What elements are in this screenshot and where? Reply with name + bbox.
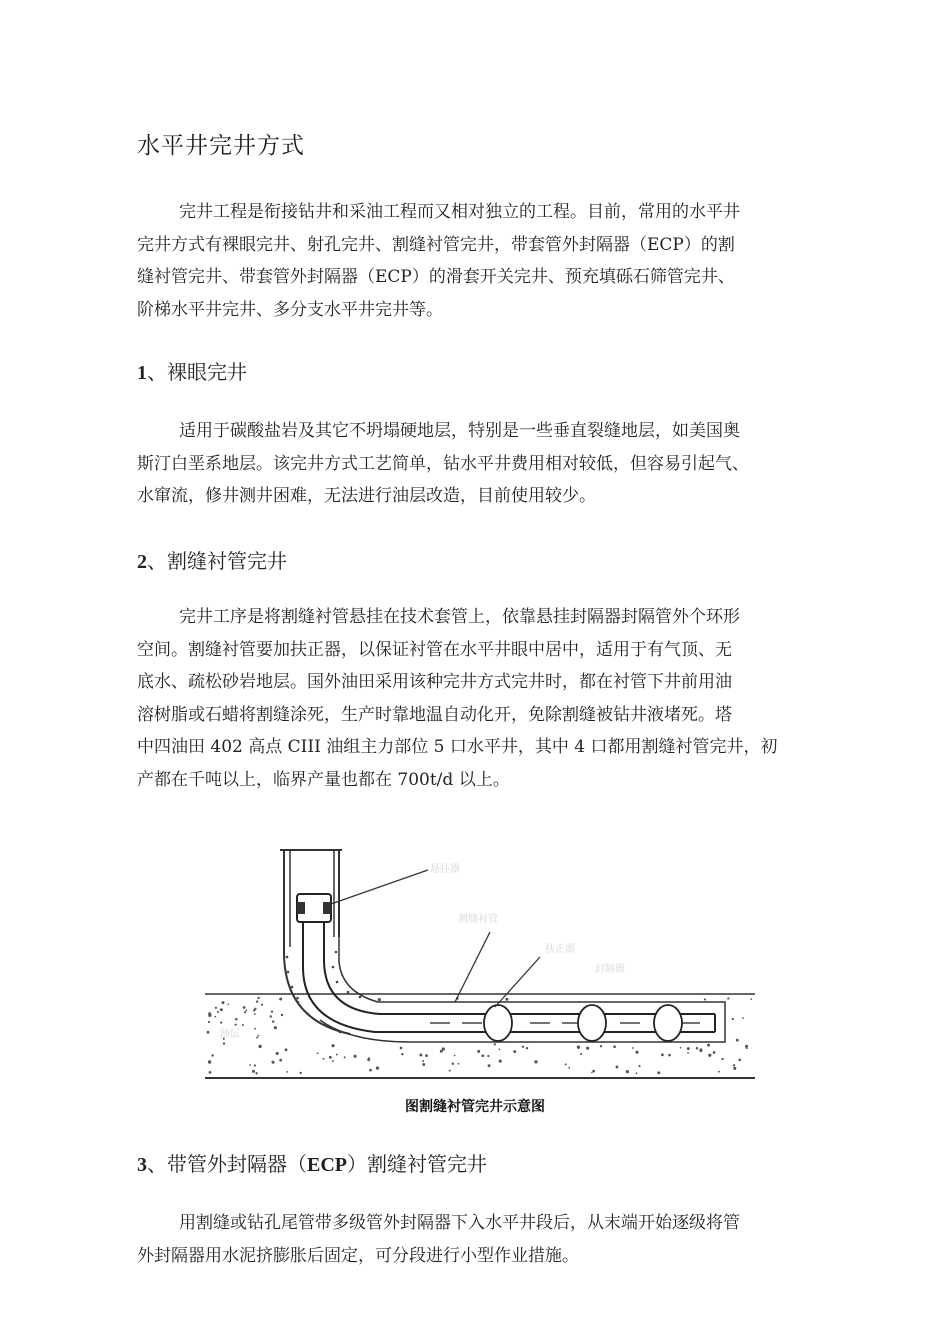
formation-dot [733, 1064, 735, 1066]
formation-dot [378, 998, 381, 1001]
formation-dot [600, 1045, 602, 1047]
formation-dot [713, 1051, 716, 1054]
formation-dot [296, 997, 299, 1000]
formation-dot [279, 1059, 282, 1062]
formation-dot [257, 997, 259, 999]
formation-dot [208, 1060, 211, 1063]
formation-dot [687, 1047, 690, 1050]
formation-dot [369, 1069, 372, 1072]
formation-dot [699, 1049, 702, 1052]
formation-dot [657, 1071, 660, 1074]
formation-dot [586, 1047, 589, 1050]
formation-dot [616, 1065, 619, 1068]
formation-dot [256, 1000, 258, 1002]
formation-dot [452, 1063, 454, 1065]
formation-dot [271, 1061, 274, 1064]
section-1-paragraph [137, 415, 827, 513]
formation-dot [286, 1071, 288, 1073]
formation-dot [217, 1011, 219, 1013]
formation-dot [736, 1039, 739, 1042]
formation-dot [632, 1047, 634, 1049]
formation-dot [317, 1052, 319, 1054]
paragraph-line: 完井工序是将割缝衬管悬挂在技术套管上，依靠悬挂封隔器封隔管外个环形 [179, 607, 740, 627]
formation-dot [254, 1008, 256, 1010]
formation-dot [487, 1055, 489, 1057]
formation-dot [742, 1017, 744, 1019]
formation-dot [732, 1018, 734, 1020]
formation-dot [499, 1049, 501, 1051]
formation-dot [252, 1070, 255, 1073]
formation-dot [207, 1031, 210, 1034]
formation-dot [246, 1009, 248, 1011]
formation-dot [707, 1044, 710, 1047]
formation-dot [336, 1054, 338, 1056]
formation-dot [449, 1070, 451, 1072]
formation-dot [208, 1014, 211, 1017]
formation-dot [376, 1066, 379, 1069]
formation-dot [750, 998, 752, 1000]
formation-dot [488, 1064, 491, 1067]
formation-dot [258, 1045, 261, 1048]
formation-dot [419, 1054, 422, 1057]
formation-dot [208, 1021, 210, 1023]
formation-dot [220, 1021, 222, 1023]
formation-dot [638, 1065, 640, 1067]
formation-dot [272, 1020, 274, 1022]
centralizers [484, 1005, 682, 1041]
formation-dot [425, 1054, 428, 1057]
paragraph-line: 产都在千吨以上，临界产量也都在 700t/d 以上。 [137, 769, 510, 790]
formation-dot [209, 1071, 212, 1074]
formation-dot [214, 1016, 216, 1018]
formation-dot [592, 1070, 595, 1073]
intro-line: 缝衬管完井、带套管外封隔器（ECP）的滑套开关完井、预充填砾石筛管完井、 [137, 267, 735, 287]
formation-dot [661, 1053, 664, 1056]
formation-dot [626, 1070, 629, 1073]
section-2-heading: 2、割缝衬管完井 [137, 549, 287, 573]
formation-dot [274, 1026, 277, 1029]
paragraph-line: 空间。割缝衬管要加扶正器，以保证衬管在水平井眼中居中，适用于有气顶、无 [137, 639, 732, 660]
formation-dot [281, 1014, 283, 1016]
formation-dot [721, 1058, 723, 1060]
formation-dot [332, 1044, 335, 1047]
formation-dot [244, 1011, 246, 1013]
formation-dot [243, 1006, 246, 1009]
formation-dot [718, 1071, 720, 1073]
section-number: 2 [137, 551, 147, 573]
formation-dot [727, 997, 729, 999]
paragraph-line: 底水、疏松砂岩地层。国外油田采用该种完井方式完井时，都在衬管下井前用油 [137, 672, 732, 692]
formation-dot [704, 998, 706, 1000]
intro-line: 完井方式有裸眼完井、射孔完井、割缝衬管完井，带套管外封隔器（ECP）的割 [137, 234, 735, 255]
figure-caption: 图割缝衬管完井示意图 [405, 1099, 545, 1115]
paragraph-line: 斯汀白垩系地层。该完井方式工艺简单，钻水平井费用相对较低，但容易引起气、 [137, 453, 749, 474]
formation-dot [235, 1024, 237, 1026]
formation-dot [422, 1063, 425, 1066]
paragraph-line: 外封隔器用水泥挤膨胀后固定，可分段进行小型作业措施。 [137, 1245, 579, 1266]
formation-dot [270, 1015, 272, 1017]
formation-dot [261, 1004, 263, 1006]
formation-dot [329, 1056, 332, 1059]
formation-dot [235, 1018, 237, 1020]
formation-dot [254, 1013, 256, 1015]
formation-dot [279, 998, 282, 1001]
formation-dot [220, 1008, 223, 1011]
formation-dot [687, 1052, 689, 1054]
figure-label: 扶正器 [545, 944, 575, 955]
formation-dot [454, 1055, 456, 1057]
intro-paragraph [137, 196, 827, 326]
formation-dot [738, 1059, 741, 1062]
formation-dot [254, 1028, 256, 1030]
formation-dot [276, 1052, 279, 1055]
figure-label: 悬挂器 [430, 864, 460, 875]
section-3-paragraph [137, 1207, 827, 1272]
formation-dot [494, 1043, 496, 1045]
formation-dot [211, 1054, 213, 1056]
paragraph-line: 中四油田 402 高点 CIII 油组主力部位 5 口水平井，其中 4 口都用割缝衬管完井，初 [137, 737, 778, 757]
formation-dot [580, 1053, 582, 1055]
formation-dot [332, 1060, 334, 1062]
formation-dot [344, 1056, 346, 1058]
formation-dot [400, 1047, 403, 1050]
formation-dot [513, 1050, 516, 1053]
formation-dot [668, 1054, 671, 1057]
intro-line: 阶梯水平井完井、多分支水平井完井等。 [137, 299, 443, 320]
formation-dot [565, 1063, 567, 1065]
paragraph-line: 用割缝或钻孔尾管带多级管外封隔器下入水平井段后，从末端开始逐级将管 [179, 1213, 740, 1233]
formation-dot [458, 1063, 460, 1065]
formation-dot [323, 1058, 325, 1060]
formation-dot [255, 1072, 257, 1074]
formation-dot [258, 1035, 260, 1037]
formation-dot [222, 1001, 225, 1004]
formation-dot [242, 1024, 244, 1026]
paragraph-line: 水窜流，修井测井困难，无法进行油层改造，目前使用较少。 [137, 486, 596, 506]
formation-dot [254, 1064, 256, 1066]
formation-dot [271, 1010, 273, 1012]
formation-dot [422, 1060, 424, 1062]
paragraph-line: 适用于碳酸盐岩及其它不坍塌硬地层，特别是一些垂直裂缝地层，如美国奥 [179, 421, 740, 441]
formation-dot [635, 1051, 638, 1054]
formation-dot [367, 1058, 370, 1061]
formation-dot [481, 1054, 484, 1057]
formation-dot [708, 1054, 711, 1057]
page-title: 水平井完井方式 [137, 133, 305, 159]
formation-dot [505, 998, 508, 1001]
formation-dot [227, 1003, 229, 1005]
formation-dot [526, 1047, 528, 1049]
formation-dot [477, 1050, 480, 1053]
formation-dot [577, 1046, 580, 1049]
figure-label: 割缝衬管 [458, 914, 498, 925]
formation-dot [223, 1042, 225, 1044]
figure-label: 油层 [220, 1029, 240, 1040]
formation-dot [591, 1072, 593, 1074]
formation-dot [522, 1046, 524, 1048]
section-number: 3 [137, 1154, 147, 1176]
formation-dot [534, 1060, 537, 1063]
slotted-liner-diagram [200, 842, 760, 1087]
formation-dot [285, 1048, 288, 1051]
paragraph-line: 溶树脂或石蜡将割缝涂死，生产时靠地温自动化开，免除割缝被钻井液堵死。塔 [137, 704, 732, 725]
formation-dot [354, 1055, 357, 1058]
formation-dot [256, 1036, 258, 1038]
formation-dot [440, 1050, 443, 1053]
leader-lines [331, 870, 540, 1007]
formation-dot [733, 1067, 736, 1070]
section-1-heading: 1、裸眼完井 [137, 360, 247, 384]
formation-dot [499, 1060, 502, 1063]
formation-dot [636, 1072, 638, 1074]
section-3-heading: 3、带管外封隔器（ECP）割缝衬管完井 [137, 1152, 487, 1176]
formation-dot [568, 1067, 570, 1069]
formation-dot [300, 1072, 302, 1074]
figure-label: 封隔器 [595, 964, 625, 975]
hanger [297, 894, 331, 922]
formation-dot [696, 1047, 699, 1050]
formation-dot [401, 1053, 403, 1055]
formation-dot [680, 1047, 682, 1049]
intro-line: 完井工程是衔接钻井和采油工程而又相对独立的工程。目前，常用的水平井 [179, 202, 740, 222]
section-number: 1 [137, 362, 147, 384]
formation-dot [746, 1047, 748, 1049]
section-2-paragraph [137, 601, 827, 796]
formation-dot [249, 1064, 251, 1066]
formation-dot [215, 1007, 217, 1009]
formation-dot [613, 1045, 616, 1048]
